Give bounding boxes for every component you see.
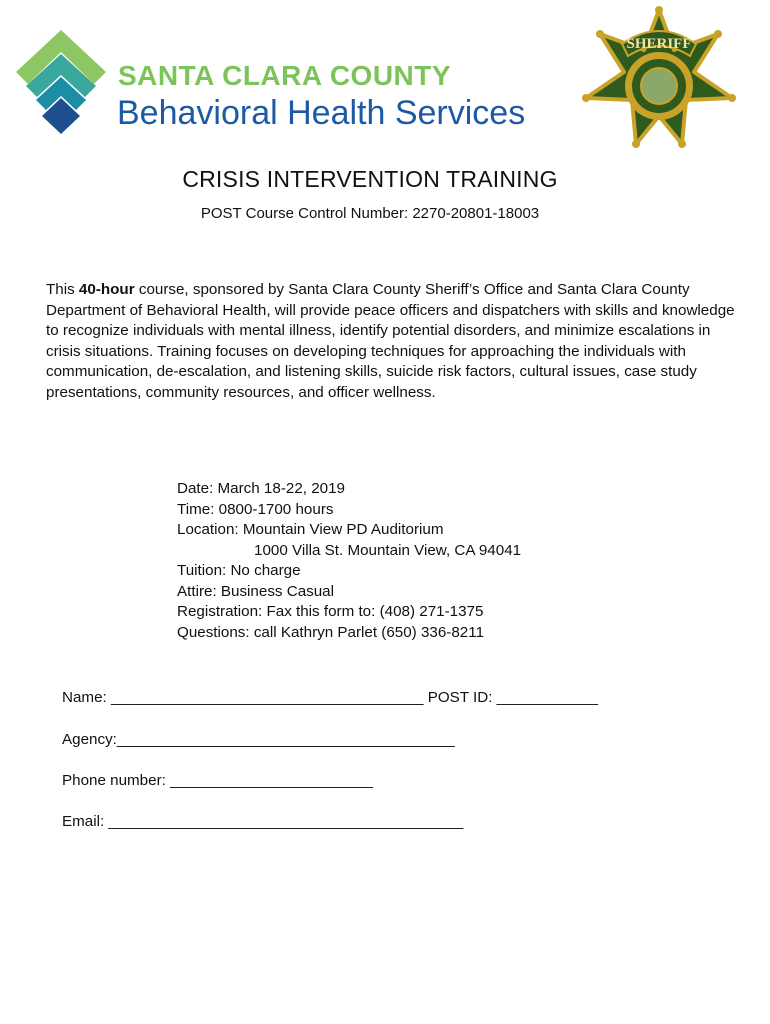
email-field[interactable]: Email: __________________________________________ <box>62 813 464 830</box>
agency-field[interactable]: Agency:________________________________________ <box>62 731 455 748</box>
badge-label: SHERIFF <box>626 36 692 52</box>
detail-address: 1000 Villa St. Mountain View, CA 94041 <box>254 541 522 559</box>
chevron-diamond-logo-icon <box>14 28 108 136</box>
page-title: CRISIS INTERVENTION TRAINING <box>182 166 558 192</box>
detail-questions: Questions: call Kathryn Parlet (650) 336-8211 <box>177 623 485 641</box>
detail-date: Date: March 18-22, 2019 <box>177 480 346 497</box>
course-details <box>177 479 521 643</box>
name-post-id-field[interactable]: Name: _____________________________________ POST ID: ____________ <box>62 689 598 706</box>
course-description: This 40-hour course, sponsored by Santa Clara County Sheriff’s Office and Santa Clara County Department of Behavioral Health, will provide peace officers and dispatchers with skills and knowledge to recognize individuals with mental illness, identify potential disorders, and minimize escalations in crisis situations. Training focuses on developing techniques for approaching the individuals with communication, de-escalation, and listening skills, suicide risk factors, cultural issues, case study presentations, community resources, and officer wellness. <box>46 281 735 401</box>
course-control-number: POST Course Control Number: 2270-20801-18003 <box>200 205 540 222</box>
sheriff-badge-icon <box>582 4 736 160</box>
course-duration: 40-hour <box>78 281 135 298</box>
detail-registration: Registration: Fax this form to: (408) 271-1375 <box>177 603 484 620</box>
detail-attire: Attire: Business Casual <box>177 582 335 600</box>
detail-tuition: Tuition: No charge <box>177 562 301 579</box>
detail-location: Location: Mountain View PD Auditorium <box>177 521 444 538</box>
phone-field[interactable]: Phone number: ________________________ <box>62 772 373 789</box>
org-name-line2: Behavioral Health Services <box>117 94 526 132</box>
detail-time: Time: 0800-1700 hours <box>177 500 334 518</box>
org-name-line1: SANTA CLARA COUNTY <box>118 60 452 91</box>
